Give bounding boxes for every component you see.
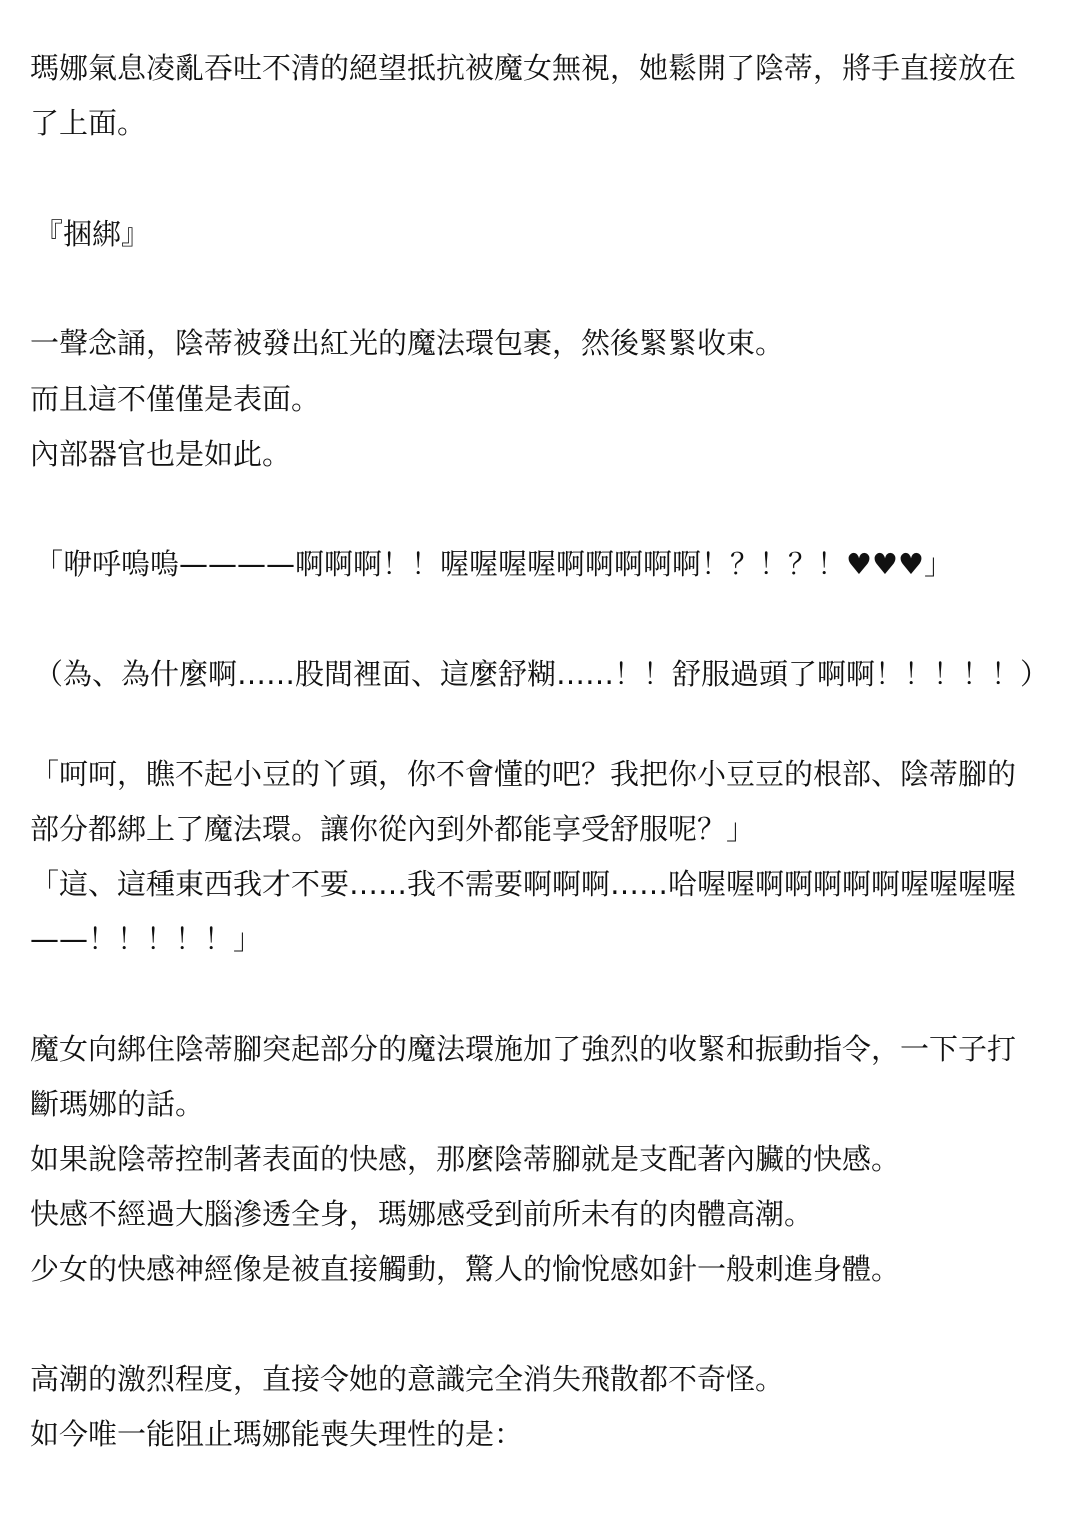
paragraph-line: 了上面。 — [30, 106, 147, 140]
paragraph-line: 而且這不僅僅是表面。 — [30, 382, 321, 416]
paragraph-line: 快感不經過大腦滲透全身，瑪娜感受到前所未有的肉體高潮。 — [30, 1197, 814, 1231]
paragraph-line: 魔女向綁住陰蒂腳突起部分的魔法環施加了強烈的收緊和振動指令，一下子打 — [30, 1032, 1017, 1066]
dialogue-line: 部分都綁上了魔法環。讓你從內到外都能享受舒服呢？」 — [30, 812, 756, 846]
thought-line: （為、為什麼啊……股間裡面、這麼舒糊……！！舒服過頭了啊啊！！！！！） — [34, 657, 1050, 691]
paragraph-line: 高潮的激烈程度，直接令她的意識完全消失飛散都不奇怪。 — [30, 1362, 785, 1396]
paragraph-line: 如今唯一能阻止瑪娜能喪失理性的是： — [30, 1417, 524, 1451]
dialogue-line: ——！！！！！」 — [30, 922, 263, 956]
spell-line: 『捆綁』 — [34, 217, 151, 251]
dialogue-line: 「這、這種東西我才不要……我不需要啊啊啊……哈喔喔啊啊啊啊啊喔喔喔喔 — [30, 867, 1017, 901]
paragraph-line: 瑪娜氣息凌亂吞吐不清的絕望抵抗被魔女無視，她鬆開了陰蒂，將手直接放在 — [30, 51, 1017, 85]
dialogue-line: 「呵呵，瞧不起小豆的丫頭，你不會懂的吧？我把你小豆豆的根部、陰蒂腳的 — [30, 757, 1017, 791]
paragraph-line: 一聲念誦，陰蒂被發出紅光的魔法環包裹，然後緊緊收束。 — [30, 326, 785, 360]
paragraph-line: 內部器官也是如此。 — [30, 437, 292, 471]
paragraph-line: 如果說陰蒂控制著表面的快感，那麼陰蒂腳就是支配著內臟的快感。 — [30, 1142, 901, 1176]
paragraph-line: 斷瑪娜的話。 — [30, 1087, 205, 1121]
paragraph-line: 少女的快感神經像是被直接觸動，驚人的愉悅感如針一般刺進身體。 — [30, 1252, 901, 1286]
dialogue-line: 「咿呼嗚嗚————啊啊啊！！喔喔喔喔啊啊啊啊啊！？！？！♥♥♥」 — [34, 547, 953, 581]
